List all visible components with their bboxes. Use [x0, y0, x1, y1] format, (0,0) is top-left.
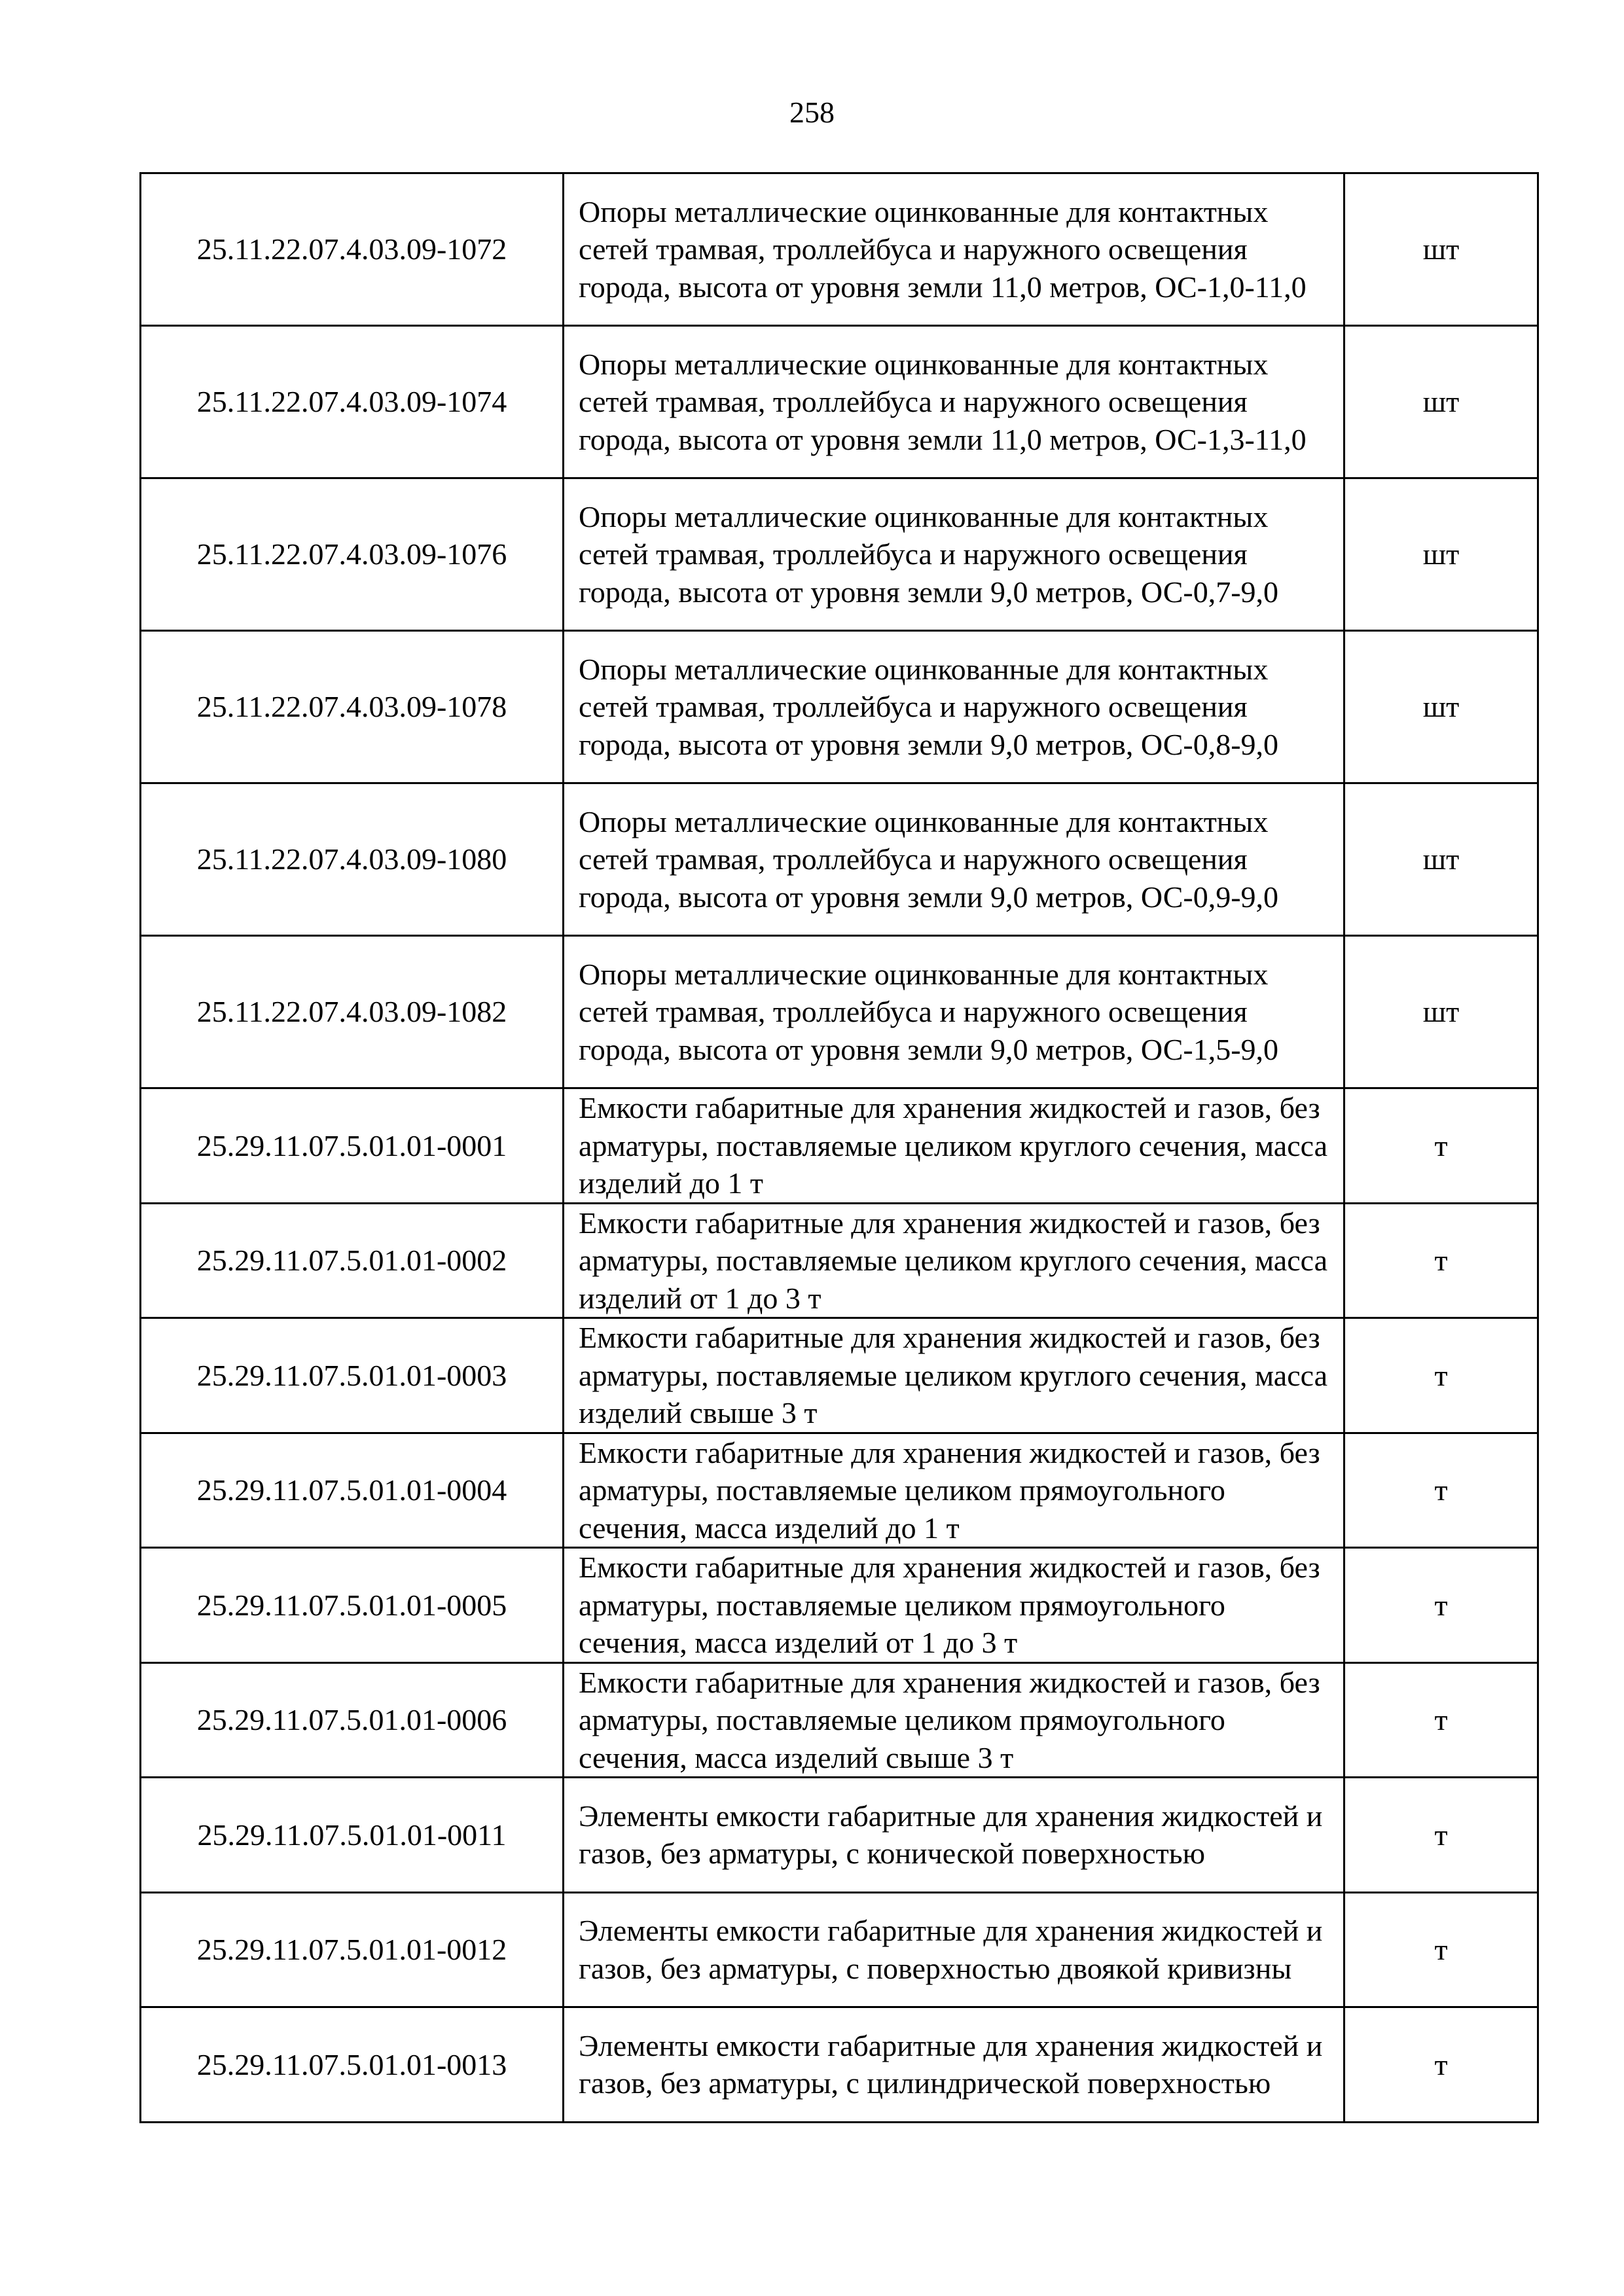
unit-of-measure: шт: [1344, 173, 1538, 326]
table-row: [141, 1778, 1538, 1893]
unit-of-measure: т: [1344, 1203, 1538, 1318]
unit-of-measure: т: [1344, 1318, 1538, 1433]
table-row: [141, 1203, 1538, 1318]
resource-description: Элементы емкости габаритные для хранения жидкостей и газов, без арматуры, с цилиндрической поверхностью: [564, 2007, 1344, 2123]
resource-code: 25.11.22.07.4.03.09-1074: [141, 326, 564, 478]
unit-of-measure: шт: [1344, 783, 1538, 936]
table-row: [141, 1318, 1538, 1433]
page-number: 258: [789, 96, 835, 129]
resource-description: Опоры металлические оцинкованные для контактных сетей трамвая, троллейбуса и наружного освещения города, высота от уровня земли 11,0 метров, ОС-1,0-11,0: [564, 173, 1344, 326]
resource-description: Опоры металлические оцинкованные для контактных сетей трамвая, троллейбуса и наружного освещения города, высота от уровня земли 9,0 метров, ОС-0,8-9,0: [564, 631, 1344, 783]
resource-description: Элементы емкости габаритные для хранения жидкостей и газов, без арматуры, с поверхностью двоякой кривизны: [564, 1892, 1344, 2007]
resource-code: 25.11.22.07.4.03.09-1078: [141, 631, 564, 783]
table-row: [141, 936, 1538, 1088]
resource-code: 25.11.22.07.4.03.09-1082: [141, 936, 564, 1088]
resource-code: 25.11.22.07.4.03.09-1076: [141, 478, 564, 631]
resource-code: 25.29.11.07.5.01.01-0005: [141, 1548, 564, 1663]
resource-description: Элементы емкости габаритные для хранения жидкостей и газов, без арматуры, с конической поверхностью: [564, 1778, 1344, 1893]
resource-description: Опоры металлические оцинкованные для контактных сетей трамвая, троллейбуса и наружного освещения города, высота от уровня земли 9,0 метров, ОС-0,9-9,0: [564, 783, 1344, 936]
unit-of-measure: шт: [1344, 631, 1538, 783]
table-row: [141, 1892, 1538, 2007]
unit-of-measure: шт: [1344, 936, 1538, 1088]
unit-of-measure: шт: [1344, 326, 1538, 478]
resource-code: 25.29.11.07.5.01.01-0012: [141, 1892, 564, 2007]
unit-of-measure: шт: [1344, 478, 1538, 631]
table-row: [141, 1433, 1538, 1548]
resource-code: 25.29.11.07.5.01.01-0013: [141, 2007, 564, 2123]
resource-description: Емкости габаритные для хранения жидкостей и газов, без арматуры, поставляемые целиком прямоугольного сечения, масса изделий свыше 3 т: [564, 1662, 1344, 1778]
resource-code: 25.29.11.07.5.01.01-0001: [141, 1088, 564, 1204]
resource-description: Опоры металлические оцинкованные для контактных сетей трамвая, троллейбуса и наружного освещения города, высота от уровня земли 9,0 метров, ОС-1,5-9,0: [564, 936, 1344, 1088]
table-row: [141, 326, 1538, 478]
table-row: [141, 2007, 1538, 2123]
resource-code: 25.29.11.07.5.01.01-0003: [141, 1318, 564, 1433]
resource-code: 25.29.11.07.5.01.01-0011: [141, 1778, 564, 1893]
catalog-table: [139, 172, 1539, 2123]
unit-of-measure: т: [1344, 2007, 1538, 2123]
resource-code: 25.29.11.07.5.01.01-0002: [141, 1203, 564, 1318]
table-row: [141, 783, 1538, 936]
unit-of-measure: т: [1344, 1548, 1538, 1663]
resource-description: Опоры металлические оцинкованные для контактных сетей трамвая, троллейбуса и наружного освещения города, высота от уровня земли 9,0 метров, ОС-0,7-9,0: [564, 478, 1344, 631]
resource-description: Емкости габаритные для хранения жидкостей и газов, без арматуры, поставляемые целиком круглого сечения, масса изделий свыше 3 т: [564, 1318, 1344, 1433]
resource-description: Емкости габаритные для хранения жидкостей и газов, без арматуры, поставляемые целиком круглого сечения, масса изделий от 1 до 3 т: [564, 1203, 1344, 1318]
table-row: [141, 478, 1538, 631]
resource-description: Емкости габаритные для хранения жидкостей и газов, без арматуры, поставляемые целиком круглого сечения, масса изделий до 1 т: [564, 1088, 1344, 1204]
resource-description: Емкости габаритные для хранения жидкостей и газов, без арматуры, поставляемые целиком прямоугольного сечения, масса изделий до 1 т: [564, 1433, 1344, 1548]
table-row: [141, 1088, 1538, 1204]
resource-code: 25.29.11.07.5.01.01-0004: [141, 1433, 564, 1548]
unit-of-measure: т: [1344, 1778, 1538, 1893]
table-row: [141, 1662, 1538, 1778]
table-row: [141, 1548, 1538, 1663]
resource-description: Емкости габаритные для хранения жидкостей и газов, без арматуры, поставляемые целиком прямоугольного сечения, масса изделий от 1 до 3 т: [564, 1548, 1344, 1663]
unit-of-measure: т: [1344, 1433, 1538, 1548]
unit-of-measure: т: [1344, 1662, 1538, 1778]
resource-code: 25.11.22.07.4.03.09-1080: [141, 783, 564, 936]
unit-of-measure: т: [1344, 1088, 1538, 1204]
table-row: [141, 173, 1538, 326]
resource-description: Опоры металлические оцинкованные для контактных сетей трамвая, троллейбуса и наружного освещения города, высота от уровня земли 11,0 метров, ОС-1,3-11,0: [564, 326, 1344, 478]
resource-code: 25.29.11.07.5.01.01-0006: [141, 1662, 564, 1778]
resource-code: 25.11.22.07.4.03.09-1072: [141, 173, 564, 326]
unit-of-measure: т: [1344, 1892, 1538, 2007]
table-row: [141, 631, 1538, 783]
